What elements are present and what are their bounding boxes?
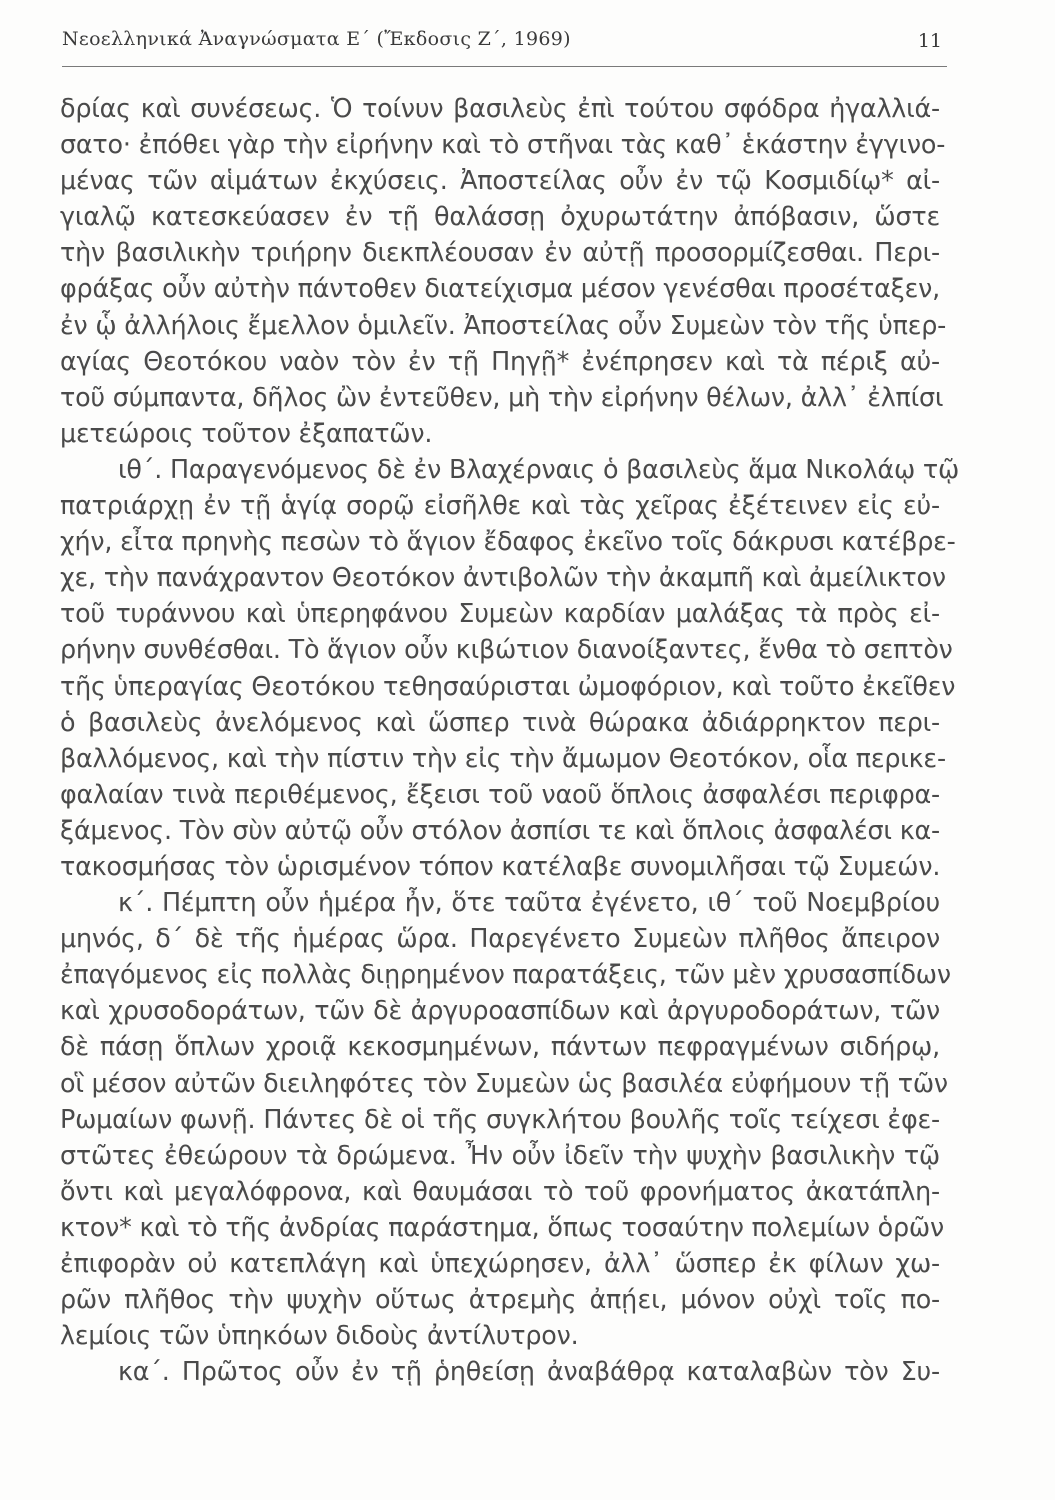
text-line: ἐπαγόμενος εἰς πολλὰς διῃρημένον παρατάξεις, τῶν μὲν χρυσασπίδων bbox=[60, 959, 951, 990]
text-line: φαλαίαν τινὰ περιθέμενος, ἔξεισι τοῦ ναοῦ ὅπλοις ἀσφαλέσι περιφρα- bbox=[60, 778, 940, 809]
text-line: ρῶν πλῆθος τὴν ψυχὴν οὕτως ἀτρεμὴς ἀπῄει, μόνον οὐχὶ τοῖς πο- bbox=[60, 1284, 940, 1315]
text-line: Ρωμαίων φωνῇ. Πάντες δὲ οἱ τῆς συγκλήτου βουλῆς τοῖς τείχεσι ἐφε- bbox=[60, 1103, 940, 1134]
text-line: αγίας Θεοτόκου ναὸν τὸν ἐν τῇ Πηγῇ* ἐνέπρησεν καὶ τὰ πέριξ αὐ- bbox=[60, 345, 940, 376]
body-text bbox=[60, 90, 960, 1389]
header-rule bbox=[62, 66, 947, 67]
text-line: γιαλῷ κατεσκεύασεν ἐν τῇ θαλάσσῃ ὀχυρωτάτην ἀπόβασιν, ὥστε bbox=[60, 201, 940, 232]
text-line: κτον* καὶ τὸ τῆς ἀνδρίας παράστημα, ὅπως τοσαύτην πολεμίων ὁρῶν bbox=[60, 1211, 944, 1242]
text-line: ὄντι καὶ μεγαλόφρονα, καὶ θαυμάσαι τὸ τοῦ φρονήματος ἀκατάπλη- bbox=[60, 1175, 940, 1206]
text-line: δὲ πάσῃ ὅπλων χροιᾷ κεκοσμημένων, πάντων πεφραγμένων σιδήρῳ, bbox=[60, 1031, 940, 1062]
text-line: ξάμενος. Τὸν σὺν αὐτῷ οὖν στόλον ἀσπίσι τε καὶ ὅπλοις ἀσφαλέσι κα- bbox=[60, 814, 940, 845]
text-line: βαλλόμενος, καὶ τὴν πίστιν τὴν εἰς τὴν ἄμωμον Θεοτόκον, οἷα περικε- bbox=[60, 742, 946, 773]
text-line: τὴν βασιλικὴν τριήρην διεκπλέουσαν ἐν αὐτῇ προσορμίζεσθαι. Περι- bbox=[60, 237, 940, 268]
text-line: ἐπιφορὰν οὐ κατεπλάγη καὶ ὑπεχώρησεν, ἀλλ᾽ ὥσπερ ἐκ φίλων χω- bbox=[60, 1248, 940, 1278]
text-line: ρήνην συνθέσθαι. Τὸ ἅγιον οὖν κιβώτιον διανοίξαντες, ἔνθα τὸ σεπτὸν bbox=[60, 634, 953, 665]
header-title: Νεοελληνικά Ἀναγνώσματα Ε΄ (Ἔκδοσις Ζ΄, 1969) bbox=[62, 28, 571, 50]
text-line: στῶτες ἐθεώρουν τὰ δρώμενα. Ἦν οὖν ἰδεῖν τὴν ψυχὴν βασιλικὴν τῷ bbox=[60, 1139, 940, 1170]
text-line: τῆς ὑπεραγίας Θεοτόκου τεθησαύρισται ὠμοφόριον, καὶ τοῦτο ἐκεῖθεν bbox=[60, 670, 956, 701]
text-line: οἳ μέσον αὐτῶν διειληφότες τὸν Συμεὼν ὡς βασιλέα εὐφήμουν τῇ τῶν bbox=[60, 1067, 948, 1098]
text-line: τοῦ τυράννου καὶ ὑπερηφάνου Συμεὼν καρδίαν μαλάξας τὰ πρὸς εἰ- bbox=[60, 598, 940, 629]
text-line: ἐν ᾧ ἀλλήλοις ἔμελλον ὁμιλεῖν. Ἀποστείλας οὖν Συμεὼν τὸν τῆς ὑπερ- bbox=[60, 309, 947, 340]
text-line: δρίας καὶ συνέσεως. Ὁ τοίνυν βασιλεὺς ἐπὶ τούτου σφόδρα ἠγαλλιά- bbox=[60, 93, 940, 123]
text-line: χήν, εἶτα πρηνὴς πεσὼν τὸ ἅγιον ἔδαφος ἐκεῖνο τοῖς δάκρυσι κατέβρε- bbox=[60, 526, 956, 557]
text-line: πατριάρχῃ ἐν τῇ ἁγίᾳ σορῷ εἰσῆλθε καὶ τὰς χεῖρας ἐξέτεινεν εἰς εὐ- bbox=[60, 490, 940, 521]
text-line: φράξας οὖν αὐτὴν πάντοθεν διατείχισμα μέσον γενέσθαι προσέταξεν, bbox=[60, 273, 940, 304]
text-line: κ΄. Πέμπτη οὖν ἡμέρα ἦν, ὅτε ταῦτα ἐγένετο, ιθ΄ τοῦ Νοεμβρίου bbox=[118, 887, 940, 918]
text-line: τοῦ σύμπαντα, δῆλος ὢν ἐντεῦθεν, μὴ τὴν εἰρήνην θέλων, ἀλλ᾽ ἐλπίσι bbox=[60, 381, 944, 412]
text-line: ὁ βασιλεὺς ἀνελόμενος καὶ ὥσπερ τινὰ θώρακα ἀδιάρρηκτον περι- bbox=[60, 706, 940, 737]
text-line: τακοσμήσας τὸν ὡρισμένον τόπον κατέλαβε συνομιλῆσαι τῷ Συμεών. bbox=[60, 850, 941, 881]
text-line: κα΄. Πρῶτος οὖν ἐν τῇ ῥηθείσῃ ἀναβάθρᾳ καταλαβὼν τὸν Συ- bbox=[118, 1356, 940, 1387]
text-line: σατο· ἐπόθει γὰρ τὴν εἰρήνην καὶ τὸ στῆναι τὰς καθ᾽ ἑκάστην ἐγγινο- bbox=[60, 129, 946, 160]
text-line: καὶ χρυσοδοράτων, τῶν δὲ ἀργυροασπίδων καὶ ἀργυροδοράτων, τῶν bbox=[60, 995, 940, 1026]
page-number: 11 bbox=[917, 30, 942, 52]
text-line: μηνός, δ΄ δὲ τῆς ἡμέρας ὥρα. Παρεγένετο Συμεὼν πλῆθος ἄπειρον bbox=[60, 923, 940, 954]
text-line: μένας τῶν αἱμάτων ἐκχύσεις. Ἀποστείλας οὖν ἐν τῷ Κοσμιδίῳ* αἰ- bbox=[60, 165, 940, 196]
text-line: λεμίοις τῶν ὑπηκόων διδοὺς ἀντίλυτρον. bbox=[60, 1320, 579, 1351]
text-line: ιθ΄. Παραγενόμενος δὲ ἐν Βλαχέρναις ὁ βασιλεὺς ἅμα Νικολάῳ τῷ bbox=[118, 453, 960, 484]
running-header bbox=[62, 26, 942, 58]
text-line: μετεώροις τοῦτον ἐξαπατῶν. bbox=[60, 417, 433, 448]
text-line: χε, τὴν πανάχραντον Θεοτόκον ἀντιβολῶν τὴν ἀκαμπῆ καὶ ἀμείλικτον bbox=[60, 562, 946, 593]
